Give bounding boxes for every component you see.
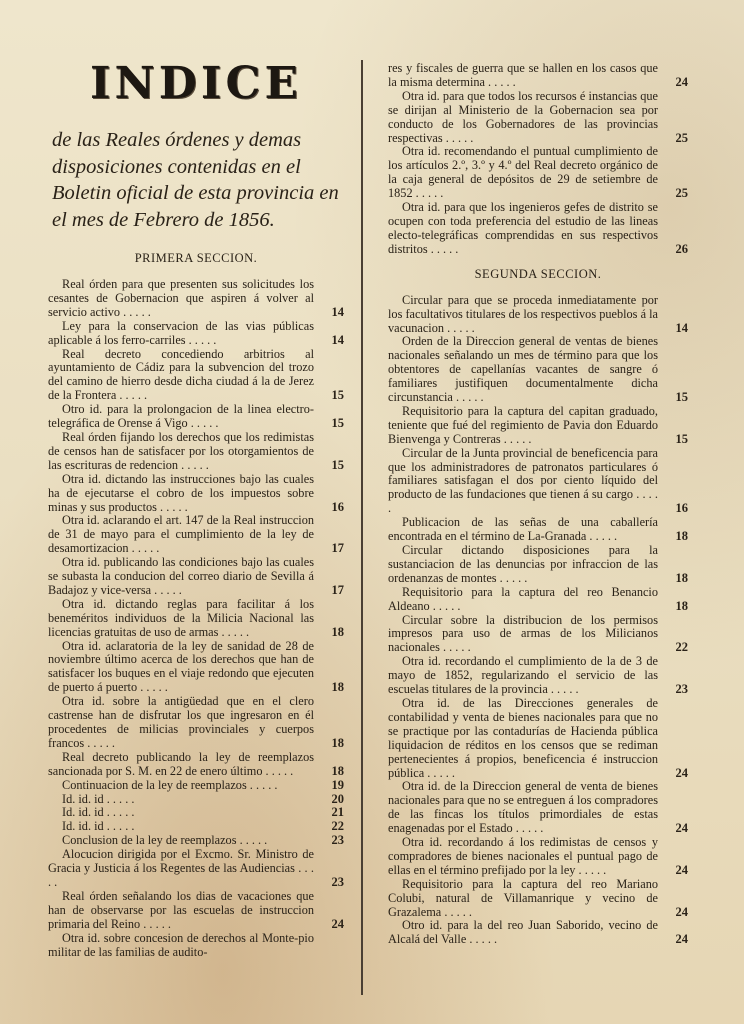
- leader-dots: . . . . .: [439, 640, 471, 655]
- entry-text: Id. id. id: [62, 805, 104, 820]
- index-entry: [48, 751, 344, 779]
- leader-dots: . . . . .: [48, 861, 314, 889]
- index-entry: [48, 598, 344, 640]
- entry-page-number: 24: [331, 916, 344, 931]
- entry-text: Otra id. para que los ingenieros gefes de distrito se ocupen con toda preferencia del estudio de las lineas electo-telegráficas comprendidas en sus respectivos distritos: [388, 200, 658, 256]
- entry-page-number: 21: [331, 805, 344, 820]
- index-entry: [48, 695, 344, 751]
- right-column: [388, 62, 688, 947]
- index-entry: [388, 836, 688, 878]
- index-entry: [48, 431, 344, 473]
- index-entry: [48, 348, 344, 404]
- index-entry: [388, 294, 688, 336]
- index-entry: [48, 473, 344, 515]
- entry-text: Publicacion de las señas de una caballería encontrada en el término de La-Granada: [388, 515, 658, 544]
- entry-page-number: 15: [675, 431, 688, 446]
- entry-page-number: 22: [331, 819, 344, 834]
- leader-dots: . . . . .: [427, 241, 459, 256]
- leader-dots: . . . . .: [120, 304, 151, 319]
- entry-text: Circular para que se proceda inmediatamente por los facultativos titulares de los respectivos pueblos á la vacunacion: [388, 292, 658, 335]
- entry-text: Real órden señalando los dias de vacaciones que han de observarse por las escuelas de instruccion primaria del Reino: [48, 888, 314, 931]
- entry-page-number: 24: [675, 932, 688, 947]
- entry-text: Real órden fijando los derechos que los redimistas de censos han de satisfacer por los otorgamientos de las escrituras de redencion: [48, 429, 314, 472]
- leader-dots: . . . . .: [496, 570, 528, 585]
- entry-list-right-segunda: [388, 294, 688, 948]
- entry-page-number: 17: [331, 582, 344, 597]
- index-entry: [388, 62, 688, 90]
- index-entry: [48, 320, 344, 348]
- entry-page-number: 14: [331, 304, 344, 319]
- leader-dots: . . . . .: [547, 682, 579, 697]
- entry-page-number: 19: [331, 777, 344, 792]
- entry-page-number: 24: [675, 821, 688, 836]
- index-entry: [388, 655, 688, 697]
- entry-page-number: 15: [675, 390, 688, 405]
- entry-text: Otra id. sobre la antigüedad que en el clero castrense han de disfrutar los que ingresaron en él procedentes de milicias provinciales y cuerpos francos: [48, 694, 314, 750]
- leader-dots: . . . . .: [484, 74, 516, 89]
- entry-page-number: 16: [331, 499, 344, 514]
- index-entry: [388, 90, 688, 146]
- entry-page-number: 23: [331, 833, 344, 848]
- entry-text: Otra id. para que todos los recursos é instancias que se dirijan al Ministerio de la Gobernacion sea por conducto de los Gobernadores de las provincias respectivas: [388, 88, 658, 145]
- leader-dots: . . . . .: [444, 320, 475, 335]
- entry-text: Real decreto publicando la ley de reemplazos sancionada por S. M. en 22 de enero último: [48, 749, 314, 778]
- entry-page-number: 24: [675, 74, 688, 89]
- leader-dots: . . . . .: [466, 932, 498, 947]
- entry-text: Requisitorio para la captura del reo Benancio Aldeano: [388, 584, 658, 613]
- index-entry: [48, 890, 344, 932]
- entry-page-number: 18: [331, 735, 344, 750]
- entry-page-number: 18: [331, 680, 344, 695]
- index-entry: [388, 878, 688, 920]
- leader-dots: . . . . .: [218, 624, 250, 639]
- entry-page-number: 18: [675, 598, 688, 613]
- index-entry: [388, 447, 688, 517]
- entry-text: Otra id. de la Direccion general de venta de bienes nacionales para que no se entreguen á los compradores de las fincas los títulos primordiales de estas enagenadas por el Estado: [388, 779, 658, 836]
- leader-dots: . . . . .: [262, 763, 294, 778]
- leader-dots: . . . . .: [429, 598, 461, 613]
- entry-text: Otra id. aclaratoria de la ley de sanidad de 28 de noviembre último acerca de los derechos que han de satisfacer los buques en el viaje redondo que ejecuten de puerto á puerto: [48, 638, 314, 695]
- index-entry: [388, 614, 688, 656]
- index-entry: [388, 586, 688, 614]
- leader-dots: . . . . .: [187, 416, 219, 431]
- index-entry: [48, 793, 344, 807]
- entry-text: Otro id. para la del reo Juan Saborido, vecino de Alcalá del Valle: [388, 918, 658, 947]
- left-column: [48, 58, 344, 959]
- entry-text: Requisitorio para la captura del reo Mariano Colubi, natural de Villamanrique y vecino de Grazalema: [388, 876, 658, 919]
- entry-page-number: 22: [675, 640, 688, 655]
- leader-dots: . . . . .: [151, 582, 182, 597]
- leader-dots: . . . . .: [586, 529, 618, 544]
- index-entry: [48, 514, 344, 556]
- leader-dots: . . . . .: [103, 805, 135, 820]
- leader-dots: . . . . .: [388, 487, 659, 516]
- entry-text: Otro id. para la prolongacion de la linea electro-telegráfica de Orense á Vigo: [48, 402, 314, 431]
- entry-text: Alocucion dirigida por el Excmo. Sr. Ministro de Gracia y Justicia á los Regentes de las Audiencias: [48, 847, 314, 876]
- leader-dots: . . . . .: [140, 916, 171, 931]
- entry-text: Otra id. publicando las condiciones bajo las cuales se subasta la conducion del correo diario de Sevilla á Badajoz y vice-versa: [48, 555, 314, 597]
- leader-dots: . . . . .: [442, 130, 474, 145]
- entry-page-number: 15: [331, 388, 344, 403]
- entry-page-number: 20: [331, 791, 344, 806]
- entry-page-number: 16: [675, 501, 688, 516]
- entry-page-number: 24: [675, 904, 688, 919]
- leader-dots: . . . . .: [116, 388, 148, 403]
- entry-page-number: 25: [675, 186, 688, 201]
- index-entry: [388, 405, 688, 447]
- entry-text: res y fiscales de guerra que se hallen en los casos que la misma determina: [388, 61, 658, 89]
- section-heading-primera: PRIMERA SECCION.: [134, 251, 258, 265]
- index-entry: [48, 403, 344, 431]
- entry-text: Conclusion de la ley de reemplazos: [62, 833, 237, 848]
- index-entry: [388, 145, 688, 201]
- leader-dots: . . . . .: [128, 541, 160, 556]
- entry-page-number: 18: [675, 529, 688, 544]
- index-entry: [48, 848, 344, 890]
- entry-text: Otra id. dictando las instrucciones bajo las cuales ha de ejecutarse el cobro de los impuestos sobre minas y sus productos: [48, 471, 314, 514]
- index-entry: [48, 932, 344, 960]
- index-entry: [388, 697, 688, 780]
- index-entry: [388, 780, 688, 836]
- entry-text: Otra id. recomendando el puntual cumplimiento de los artículos 2.º, 3.º y 4.º del Real decreto orgánico de la caja general de depósitos de 29 de setiembre de 1852: [388, 144, 658, 201]
- entry-text: Real decreto concediendo arbitrios al ayuntamiento de Cádiz para la subvencion del trozo del camino de hierro desde dicha ciudad á la de Jerez de la Frontera: [48, 346, 314, 403]
- leader-dots: . . . . .: [103, 791, 135, 806]
- entry-text: Otra id. dictando reglas para facilitar á los beneméritos individuos de la Milicia Nacional las licencias gratuitas de uso de armas: [48, 596, 314, 639]
- entry-text: Otra id. recordando el cumplimiento de la de 3 de mayo de 1852, regularizando el servicio de las escuelas titulares de la provincia: [388, 654, 658, 697]
- page-subtitle: de las Reales órdenes y demas disposiciones contenidas en el Boletin oficial de esta provincia en el mes de Febrero de 1856.: [52, 129, 339, 231]
- entry-text: Otra id. sobre concesion de derechos al Monte-pio militar de las familias de audito-: [48, 930, 314, 959]
- index-entry: [48, 556, 344, 598]
- index-entry: [48, 820, 344, 834]
- leader-dots: . . . . .: [500, 431, 532, 446]
- leader-dots: . . . . .: [137, 680, 168, 695]
- entry-text: Circular de la Junta provincial de beneficencia para que los administradores de patronatos particulares ó familiares satisfagan el dos por ciento líquido del producto de las fundaciones que tienen á su cargo: [388, 445, 658, 502]
- entry-text: Ley para la conservacion de las vias públicas aplicable á los ferro-carriles: [48, 318, 314, 347]
- entry-page-number: 14: [675, 320, 688, 335]
- entry-text: Otra id. de las Direcciones generales de contabilidad y venta de bienes nacionales para que no se practique por las contadurías de Hacienda pública liquidacion de réditos en los censos que se rediman pertenecientes á propios, beneficencia é instruccion pública: [388, 695, 658, 780]
- index-entry: [388, 201, 688, 257]
- entry-page-number: 15: [331, 457, 344, 472]
- entry-page-number: 25: [675, 130, 688, 145]
- index-entry: [48, 278, 344, 320]
- leader-dots: . . . . .: [575, 862, 607, 877]
- entry-text: Id. id. id: [62, 819, 104, 834]
- leader-dots: . . . . .: [178, 457, 209, 472]
- leader-dots: . . . . .: [84, 735, 115, 750]
- entry-text: Orden de la Direccion general de ventas de bienes nacionales señalando un mes de término para que los obtentores de capellanías vacantes de sangre ó familiares justifiquen documentalmente dicha circunstancia: [388, 334, 658, 405]
- leader-dots: . . . . .: [246, 777, 278, 792]
- entry-text: Circular dictando disposiciones para la sustanciacion de las denuncias por infraccion de las ordenanzas de montes: [388, 543, 658, 585]
- leader-dots: . . . . .: [512, 821, 544, 836]
- entry-page-number: 18: [331, 624, 344, 639]
- entry-page-number: 17: [331, 541, 344, 556]
- index-entry: [48, 834, 344, 848]
- entry-text: Id. id. id: [62, 791, 104, 806]
- entry-text: Circular sobre la distribucion de los permisos impresos para uso de armas de los Milicianos nacionales: [388, 612, 658, 655]
- index-entry: [388, 919, 688, 947]
- index-entry: [388, 544, 688, 586]
- entry-text: Real órden para que presenten sus solicitudes los cesantes de Gobernacion que aspiren á volver al servicio activo: [48, 277, 314, 319]
- entry-page-number: 15: [331, 416, 344, 431]
- leader-dots: . . . . .: [452, 390, 484, 405]
- column-divider: [361, 60, 363, 995]
- entry-text: Requisitorio para la captura del capitan graduado, teniente que fué del regimiento de Pavia don Eduardo Bienvenga y Contreras: [388, 403, 658, 446]
- leader-dots: . . . . .: [185, 332, 217, 347]
- entry-page-number: 23: [331, 874, 344, 889]
- entry-text: Otra id. recordando á los redimistas de censos y compradores de bienes nacionales el puntual pago de ellas en el término prefijado por la ley: [388, 835, 658, 877]
- page-title: INDICE: [89, 58, 303, 109]
- index-entry: [388, 516, 688, 544]
- entry-page-number: 24: [675, 862, 688, 877]
- leader-dots: . . . . .: [441, 904, 472, 919]
- index-entry: [48, 640, 344, 696]
- entry-page-number: 26: [675, 241, 688, 256]
- leader-dots: . . . . .: [424, 765, 455, 780]
- entry-list-left: [48, 278, 344, 959]
- index-entry: [48, 779, 344, 793]
- entry-page-number: 14: [331, 332, 344, 347]
- entry-page-number: 24: [675, 765, 688, 780]
- leader-dots: . . . . .: [236, 833, 268, 848]
- entry-page-number: 18: [675, 570, 688, 585]
- index-entry: [48, 806, 344, 820]
- entry-page-number: 23: [675, 682, 688, 697]
- index-entry: [388, 335, 688, 405]
- leader-dots: . . . . .: [412, 186, 444, 201]
- entry-list-right: [388, 62, 688, 257]
- entry-page-number: 18: [331, 763, 344, 778]
- entry-text: Continuacion de la ley de reemplazos: [62, 777, 247, 792]
- leader-dots: . . . . .: [156, 499, 188, 514]
- leader-dots: . . . . .: [103, 819, 135, 834]
- section-heading-segunda: SEGUNDA SECCION.: [474, 266, 602, 281]
- entry-text: Otra id. aclarando el art. 147 de la Real instruccion de 31 de mayo para el cumplimiento de la ley de desamortizacion: [48, 513, 314, 556]
